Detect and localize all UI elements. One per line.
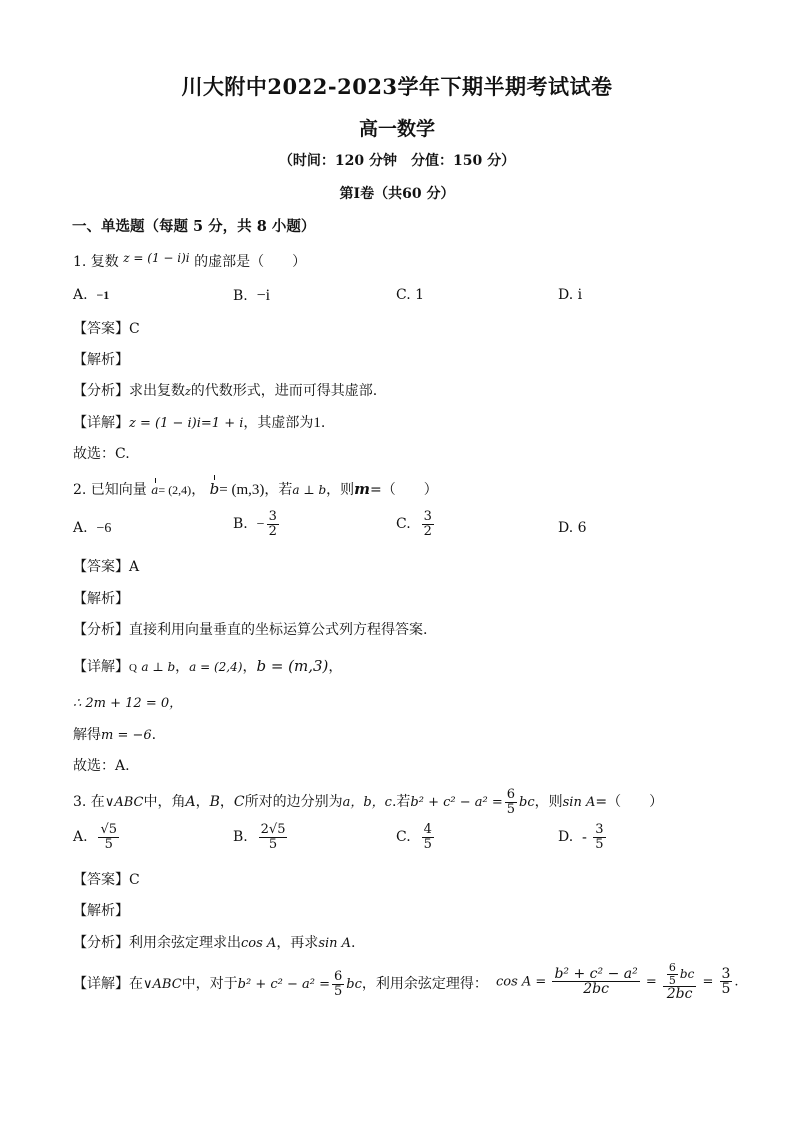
q1-option-b: B. −i xyxy=(233,287,271,304)
q1-fenxi: 【分析】求出复数z的代数形式，进而可得其虚部. xyxy=(73,383,378,399)
q2-step1: ∴ 2m + 12 = 0， xyxy=(73,696,183,711)
volume-title: 第Ⅰ卷（共60 分） xyxy=(339,186,455,202)
q3-detail: 【详解】在∨ABC中，对于b² + c² − a² = $\frac{6}{5}$ bc，利用余弦定理得： xyxy=(73,969,488,999)
q3-option-c: C. $\frac{4}{5}$ xyxy=(396,822,432,852)
q3-answer: 【答案】C xyxy=(73,872,140,888)
vector-b: b xyxy=(209,480,220,498)
q1-option-d: D. i xyxy=(558,287,583,303)
vector-a: a xyxy=(151,483,159,497)
q2-detail: 【详解】Q a ⊥ b，a = (2,4)，b = (m,3)， xyxy=(73,657,343,675)
section-heading: 一、单选题（每题 5 分，共 8 小题） xyxy=(72,218,316,235)
subject-title: 高一数学 xyxy=(358,118,435,140)
q3-fenxi: 【分析】利用余弦定理求出cos A，再求sin A. xyxy=(73,935,356,951)
q1-tail: 的虚部是（ ） xyxy=(194,254,307,270)
exam-info: （时间：120 分钟 分值：150 分） xyxy=(278,153,516,169)
q2-choose: 故选：A. xyxy=(73,758,130,774)
q2-analysis-label: 【解析】 xyxy=(73,591,129,607)
q1-detail: 【详解】z = (1 − i)i=1 + i，其虚部为1. xyxy=(73,415,326,431)
q3-cosine-formula: cos A = $\frac{\text{b² + c² − a²}}{2bc}$ = $\frac{6}{5}$ bc 2bc = $\frac{3}{5}$ . xyxy=(496,961,739,1003)
question-2: 2. 已知向量 a= (2,4)， b= (m,3)，若a ⊥ b，则m=（ ） xyxy=(73,480,438,498)
q1-analysis-label: 【解析】 xyxy=(73,352,129,368)
q2-option-c: C. $\frac{3}{2}$ xyxy=(396,509,432,539)
q1-choose: 故选：C. xyxy=(73,446,130,462)
question-1 xyxy=(73,251,306,271)
q2-option-a: A. −6 xyxy=(73,520,112,536)
q2-step2: 解得m = −6. xyxy=(73,727,157,743)
q2-option-d: D. 6 xyxy=(558,520,587,536)
q3-option-d: D. - $\frac{3}{5}$ xyxy=(558,822,604,852)
q1-option-c: C. 1 xyxy=(396,287,425,303)
q3-option-b: B. $\frac{2√5}{5}$ xyxy=(233,822,286,852)
q3-analysis-label: 【解析】 xyxy=(73,903,129,919)
exam-title: 川大附中2022-2023学年下期半期考试试卷 xyxy=(181,74,613,99)
q2-fenxi: 【分析】直接利用向量垂直的坐标运算公式列方程得答案. xyxy=(73,622,428,638)
q1-expr: z = (1 − i)i xyxy=(123,251,190,265)
question-3: 3. 在∨ABC中，角A，B，C所对的边分别为a，b，c.若b² + c² − a² = $\frac{6}{5}$ bc，则sin A=（ ） xyxy=(73,787,664,817)
q1-answer: 【答案】C xyxy=(73,321,140,337)
q2-option-b: B. − $\frac{3}{2}$ xyxy=(233,509,277,539)
q1-number: 1. 复数 xyxy=(73,254,119,270)
q2-answer: 【答案】A xyxy=(73,559,140,575)
q3-option-a: A. $\frac{√5}{5}$ xyxy=(73,822,118,852)
q1-option-a: A. −1 xyxy=(73,287,110,303)
